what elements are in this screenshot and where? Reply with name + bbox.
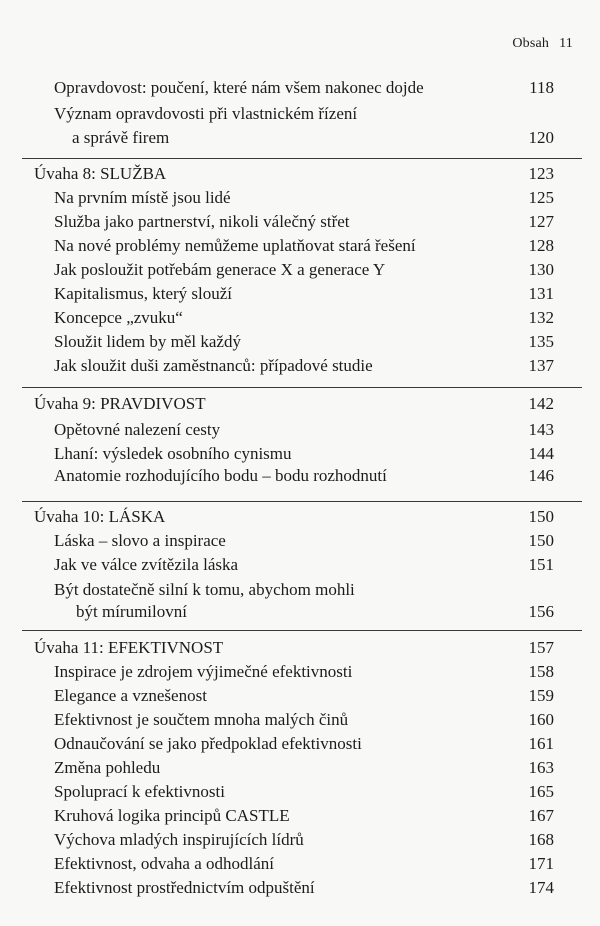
toc-entry <box>0 684 600 708</box>
toc-entry-page: 165 <box>528 782 554 801</box>
toc-entry-page: 128 <box>528 236 554 255</box>
toc-chapter <box>0 636 600 660</box>
toc-entry-title: Úvaha 11: EFEKTIVNOST <box>34 638 224 657</box>
toc-entry-title: Lhaní: výsledek osobního cynismu <box>54 444 292 463</box>
toc-entry-title: Kapitalismus, který slouží <box>54 284 233 303</box>
toc-entry-title: Jak sloužit duši zaměstnanců: případové studie <box>54 356 373 375</box>
toc-entry-title: Kruhová logika principů CASTLE <box>54 806 290 825</box>
toc-entry-page: 171 <box>528 854 554 873</box>
toc-entry-page: 118 <box>529 78 554 97</box>
toc-entry-title: Význam opravdovosti při vlastnickém řízení <box>54 104 358 123</box>
toc-entry <box>0 234 600 258</box>
toc-entry-page: 150 <box>528 531 554 550</box>
toc-entry <box>0 464 600 488</box>
toc-entry-title: Sloužit lidem by měl každý <box>54 332 241 351</box>
toc-entry-title: Na prvním místě jsou lidé <box>54 188 231 207</box>
toc-entry <box>0 76 600 100</box>
toc-entry <box>0 660 600 684</box>
toc-entry-title: Na nové problémy nemůžeme uplatňovat stará řešení <box>54 236 416 255</box>
toc-entry-page: 127 <box>528 212 554 231</box>
toc-entry-title: Efektivnost prostřednictvím odpuštění <box>54 878 315 897</box>
toc-entry <box>0 306 600 330</box>
toc-entry-title: Koncepce „zvuku“ <box>54 308 183 327</box>
section-divider <box>22 387 582 388</box>
toc-entry <box>0 418 600 442</box>
toc-entry-page: 132 <box>528 308 554 327</box>
running-header <box>512 36 573 52</box>
toc-entry-title: Jak posloužit potřebám generace X a generace Y <box>54 260 386 279</box>
toc-entry-title: Služba jako partnerství, nikoli válečný střet <box>54 212 350 231</box>
toc-entry-page: 150 <box>528 507 554 526</box>
toc-entry-page: 168 <box>528 830 554 849</box>
toc-entry <box>0 708 600 732</box>
toc-entry-page: 157 <box>528 638 554 657</box>
toc-entry <box>0 258 600 282</box>
toc-entry-title: být mírumilovní <box>76 602 187 621</box>
section-divider <box>22 630 582 631</box>
toc-entry-title: Láska – slovo a inspirace <box>54 531 226 550</box>
toc-entry-page: 151 <box>528 555 554 574</box>
toc-entry-title: Efektivnost je součtem mnoha malých činů <box>54 710 349 729</box>
toc-entry-page: 160 <box>528 710 554 729</box>
toc-entry-page: 174 <box>528 878 554 897</box>
toc-entry <box>0 553 600 577</box>
toc-entry <box>0 732 600 756</box>
toc-entry <box>0 578 600 602</box>
toc-entry-page: 125 <box>528 188 554 207</box>
toc-entry-page: 142 <box>528 394 554 413</box>
toc-entry-title: Opravdovost: poučení, které nám všem nakonec dojde <box>54 78 424 97</box>
toc-entry <box>0 780 600 804</box>
toc-entry-page: 137 <box>528 356 554 375</box>
toc-entry-title: Být dostatečně silní k tomu, abychom mohli <box>54 580 355 599</box>
toc-entry <box>0 354 600 378</box>
toc-chapter <box>0 162 600 186</box>
toc-entry-page: 135 <box>528 332 554 351</box>
section-divider <box>22 158 582 159</box>
toc-entry-page: 123 <box>528 164 554 183</box>
header-page-number: 11 <box>559 36 573 51</box>
toc-entry <box>0 804 600 828</box>
toc-entry-page: 163 <box>528 758 554 777</box>
toc-entry-title: Jak ve válce zvítězila láska <box>54 555 239 574</box>
toc-entry <box>0 442 600 466</box>
toc-entry-title: Efektivnost, odvaha a odhodlání <box>54 854 275 873</box>
toc-entry <box>0 282 600 306</box>
toc-chapter <box>0 392 600 416</box>
toc-entry <box>0 828 600 852</box>
toc-entry-page: 159 <box>528 686 554 705</box>
toc-entry <box>0 186 600 210</box>
toc-entry-page: 156 <box>528 602 554 621</box>
toc-entry-title: a správě firem <box>72 128 170 147</box>
section-divider <box>22 501 582 502</box>
toc-entry-title: Odnaučování se jako předpoklad efektivnosti <box>54 734 362 753</box>
toc-entry <box>0 210 600 234</box>
toc-entry <box>0 876 600 900</box>
toc-entry-title: Opětovné nalezení cesty <box>54 420 221 439</box>
toc-entry-page: 130 <box>528 260 554 279</box>
toc-entry-title: Úvaha 8: SLUŽBA <box>34 164 167 183</box>
toc-entry <box>0 102 600 126</box>
toc-entry-page: 161 <box>528 734 554 753</box>
toc-entry <box>0 852 600 876</box>
toc-entry-title: Úvaha 10: LÁSKA <box>34 507 166 526</box>
toc-entry-page: 146 <box>528 466 554 485</box>
toc-entry-title: Spoluprací k efektivnosti <box>54 782 225 801</box>
toc-entry-page: 158 <box>528 662 554 681</box>
toc-entry-title: Anatomie rozhodujícího bodu – bodu rozhodnutí <box>54 466 387 485</box>
toc-entry <box>0 600 600 624</box>
toc-entry <box>0 529 600 553</box>
toc-entry <box>0 756 600 780</box>
header-section: Obsah <box>512 36 550 51</box>
toc-entry <box>0 330 600 354</box>
toc-entry-page: 143 <box>528 420 554 439</box>
toc-entry-page: 167 <box>528 806 554 825</box>
toc-chapter <box>0 505 600 529</box>
toc-entry-page: 131 <box>528 284 554 303</box>
toc-entry-title: Úvaha 9: PRAVDIVOST <box>34 394 206 413</box>
toc-entry-page: 120 <box>528 128 554 147</box>
toc-entry-title: Elegance a vznešenost <box>54 686 207 705</box>
toc-entry-title: Změna pohledu <box>54 758 161 777</box>
toc-entry-title: Inspirace je zdrojem výjimečné efektivnosti <box>54 662 353 681</box>
toc-entry-title: Výchova mladých inspirujících lídrů <box>54 830 304 849</box>
toc-entry-page: 144 <box>528 444 554 463</box>
toc-entry <box>0 126 600 150</box>
